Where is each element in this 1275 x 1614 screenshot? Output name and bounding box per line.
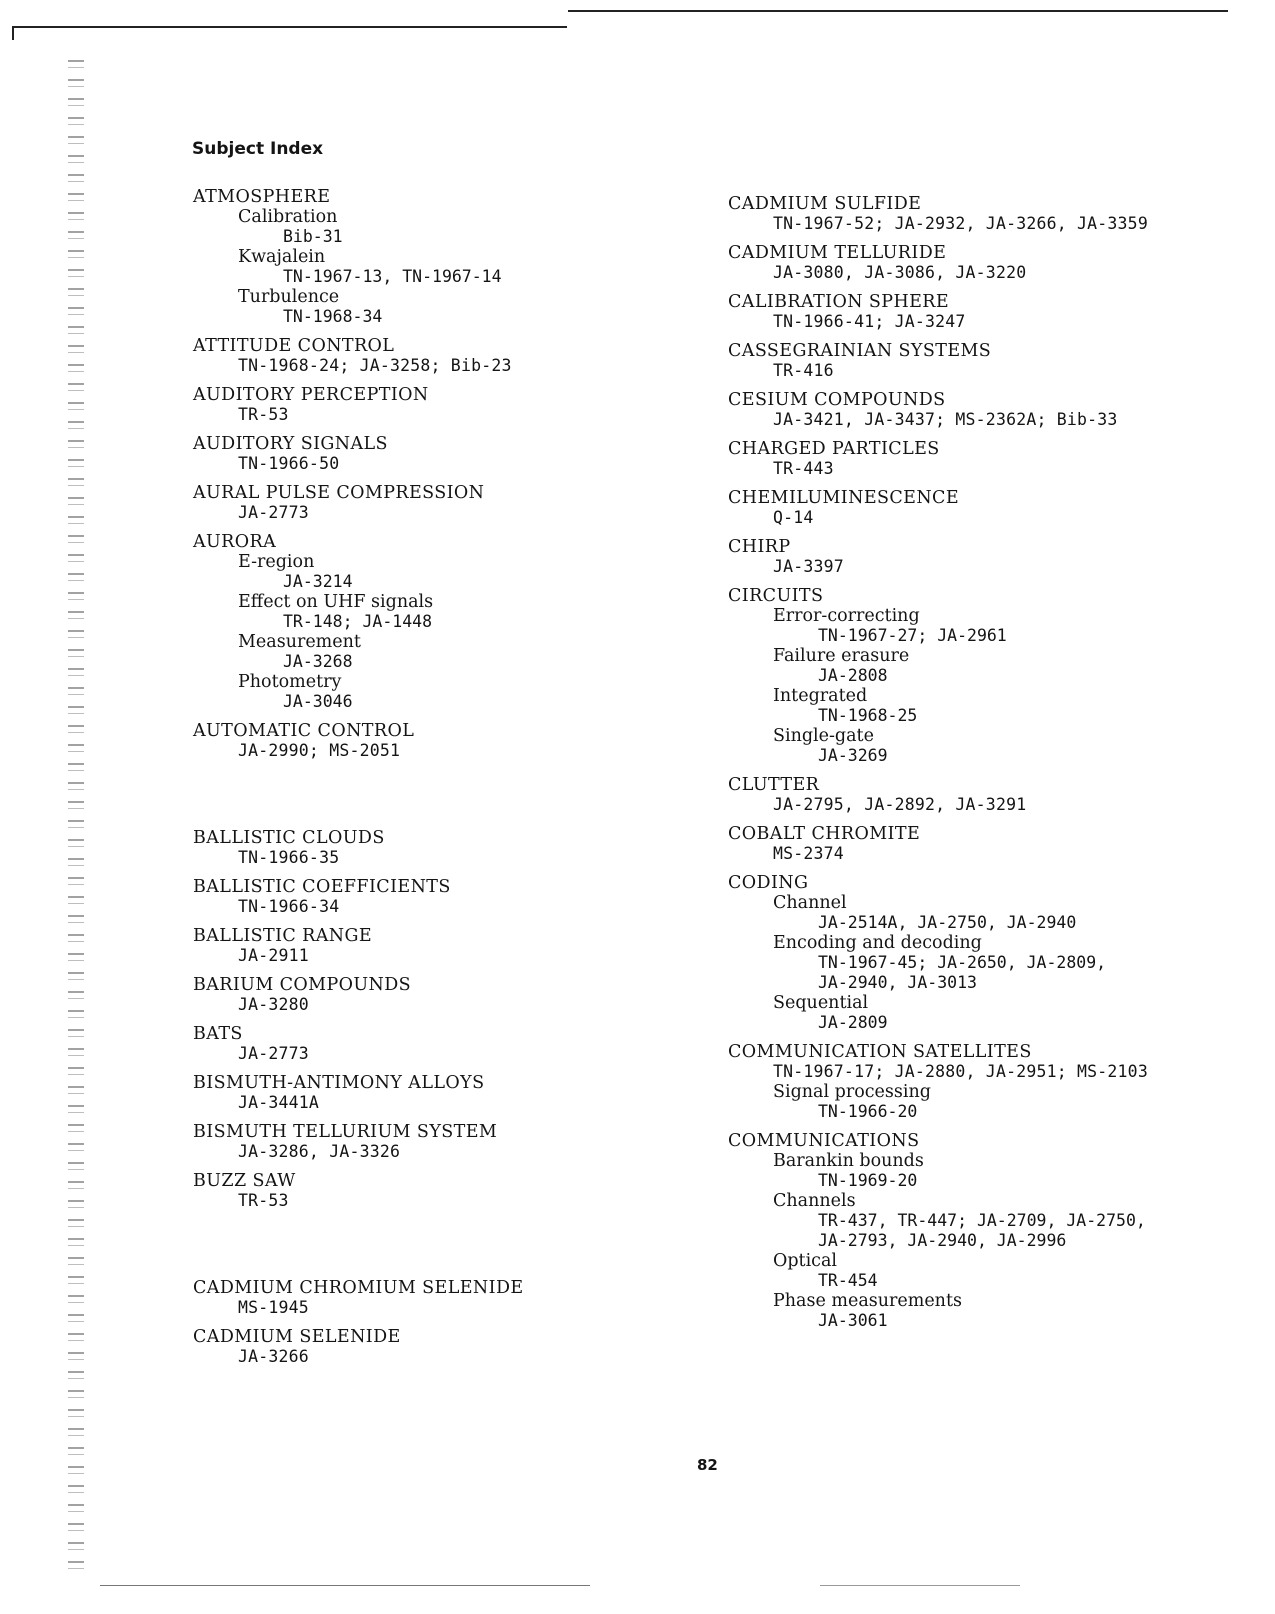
index-subrefs: JA-2940, JA-3013 [818,973,977,992]
index-entry [193,187,713,327]
index-subrefs: TN-1967-13, TN-1967-14 [283,267,502,286]
index-subrefs: JA-2809 [818,1013,888,1032]
index-entry [193,721,713,761]
index-heading: BALLISTIC CLOUDS [193,828,385,848]
index-subrefs: TN-1969-20 [818,1171,918,1190]
bottom-rule-left [100,1585,590,1586]
index-refs: JA-2773 [238,503,309,522]
index-subheading: Signal processing [773,1082,931,1102]
index-heading: BISMUTH TELLURIUM SYSTEM [193,1122,498,1142]
index-subheading: Turbulence [238,287,340,307]
index-heading: AUDITORY SIGNALS [193,434,388,454]
scan-edge-artifact [68,60,84,1580]
index-entry [193,975,713,1015]
index-heading: COBALT CHROMITE [728,824,921,844]
index-subrefs: TN-1967-45; JA-2650, JA-2809, [818,953,1107,972]
page-header: Subject Index [192,139,324,159]
index-heading: CALIBRATION SPHERE [728,292,950,312]
index-heading: ATTITUDE CONTROL [193,336,395,356]
index-entry [193,385,713,425]
top-rule-left [12,26,567,28]
index-refs: TN-1966-34 [238,897,340,916]
index-heading: CHIRP [728,537,791,557]
index-heading: CASSEGRAINIAN SYSTEMS [728,341,992,361]
page-number: 82 [697,1456,718,1474]
index-subrefs: TR-454 [818,1271,878,1290]
index-refs: MS-2374 [773,844,844,863]
index-entry [193,926,713,966]
section-gap [193,770,713,828]
index-subrefs: JA-3269 [818,746,888,765]
index-entry [193,1327,713,1367]
index-heading: AURORA [193,532,277,552]
index-heading: BALLISTIC RANGE [193,926,373,946]
index-heading: COMMUNICATION SATELLITES [728,1042,1032,1062]
index-refs: JA-2990; MS-2051 [238,741,401,760]
index-refs: TR-53 [238,1191,289,1210]
index-subheading: Integrated [773,686,868,706]
index-refs: TR-443 [773,459,834,478]
index-refs: JA-3266 [238,1347,309,1366]
index-entry [728,390,1248,430]
index-heading: CADMIUM CHROMIUM SELENIDE [193,1278,524,1298]
index-subheading: Effect on UHF signals [238,592,434,612]
index-refs: TN-1967-17; JA-2880, JA-2951; MS-2103 [773,1062,1148,1081]
index-subheading: Encoding and decoding [773,933,982,953]
index-subrefs: JA-3268 [283,652,353,671]
index-subheading: Kwajalein [238,247,326,267]
bottom-rule-right [820,1585,1020,1586]
index-subheading: Sequential [773,993,869,1013]
index-subheading: Channel [773,893,847,913]
top-rule-right [568,10,1228,12]
index-entry [728,488,1248,528]
index-entry [193,336,713,376]
index-subheading: Failure erasure [773,646,910,666]
index-refs: TN-1968-24; JA-3258; Bib-23 [238,356,512,375]
index-heading: CADMIUM SELENIDE [193,1327,401,1347]
index-heading: CLUTTER [728,775,820,795]
index-refs: JA-3286, JA-3326 [238,1142,401,1161]
index-heading: BARIUM COMPOUNDS [193,975,412,995]
index-heading: ATMOSPHERE [193,187,331,207]
index-entry [193,532,713,712]
index-entry [728,292,1248,332]
index-entry [728,824,1248,864]
index-heading: BALLISTIC COEFFICIENTS [193,877,451,897]
index-subrefs: JA-2808 [818,666,888,685]
index-subheading: Single-gate [773,726,874,746]
index-entry [728,537,1248,577]
index-entry [728,775,1248,815]
index-subheading: Optical [773,1251,838,1271]
index-subrefs: TR-437, TR-447; JA-2709, JA-2750, [818,1211,1146,1230]
index-entry [193,1278,713,1318]
index-subrefs: Bib-31 [283,227,343,246]
index-subrefs: JA-2793, JA-2940, JA-2996 [818,1231,1067,1250]
index-column-left [193,187,713,1376]
index-subheading: Barankin bounds [773,1151,924,1171]
index-entry [728,873,1248,1033]
index-subrefs: JA-2514A, JA-2750, JA-2940 [818,913,1077,932]
index-subheading: E-region [238,552,315,572]
index-entry [193,1073,713,1113]
index-heading: AUTOMATIC CONTROL [193,721,415,741]
index-subrefs: JA-3061 [818,1311,888,1330]
index-entry [193,877,713,917]
index-entry [728,1131,1248,1331]
index-entry [193,1122,713,1162]
index-subheading: Calibration [238,207,338,227]
index-subrefs: TN-1966-20 [818,1102,918,1121]
index-heading: CHEMILUMINESCENCE [728,488,960,508]
index-entry [193,828,713,868]
index-entry [728,194,1248,234]
index-refs: JA-2795, JA-2892, JA-3291 [773,795,1027,814]
index-refs: TN-1966-50 [238,454,340,473]
index-subrefs: TN-1968-34 [283,307,383,326]
index-refs: JA-2911 [238,946,309,965]
index-refs: JA-3441A [238,1093,320,1112]
index-subheading: Measurement [238,632,361,652]
index-entry [193,483,713,523]
index-heading: CADMIUM TELLURIDE [728,243,947,263]
index-entry [728,341,1248,381]
index-subheading: Phase measurements [773,1291,962,1311]
index-heading: CHARGED PARTICLES [728,439,940,459]
index-refs: JA-2773 [238,1044,309,1063]
index-heading: CODING [728,873,809,893]
index-subrefs: TN-1967-27; JA-2961 [818,626,1007,645]
index-heading: AURAL PULSE COMPRESSION [193,483,485,503]
index-entry [728,243,1248,283]
index-heading: CADMIUM SULFIDE [728,194,922,214]
corner-rule [12,26,14,40]
index-refs: TN-1966-41; JA-3247 [773,312,966,331]
index-entry [728,1042,1248,1122]
index-subrefs: JA-3046 [283,692,353,711]
index-entry [728,586,1248,766]
index-entry [193,434,713,474]
index-refs: TN-1967-52; JA-2932, JA-3266, JA-3359 [773,214,1148,233]
index-heading: COMMUNICATIONS [728,1131,920,1151]
index-refs: JA-3080, JA-3086, JA-3220 [773,263,1027,282]
index-heading: BATS [193,1024,243,1044]
index-refs: TR-416 [773,361,834,380]
index-refs: JA-3421, JA-3437; MS-2362A; Bib-33 [773,410,1118,429]
index-subrefs: TN-1968-25 [818,706,918,725]
index-refs: TR-53 [238,405,289,424]
index-entry [193,1171,713,1211]
index-refs: MS-1945 [238,1298,309,1317]
section-gap [193,1220,713,1278]
index-subrefs: JA-3214 [283,572,353,591]
index-heading: CESIUM COMPOUNDS [728,390,946,410]
index-refs: JA-3280 [238,995,309,1014]
index-subrefs: TR-148; JA-1448 [283,612,433,631]
index-heading: CIRCUITS [728,586,824,606]
index-heading: BISMUTH-ANTIMONY ALLOYS [193,1073,485,1093]
index-heading: AUDITORY PERCEPTION [193,385,429,405]
index-column-right [728,194,1248,1340]
index-entry [193,1024,713,1064]
index-subheading: Channels [773,1191,856,1211]
index-heading: BUZZ SAW [193,1171,296,1191]
index-refs: JA-3397 [773,557,844,576]
index-subheading: Photometry [238,672,342,692]
index-subheading: Error-correcting [773,606,920,626]
index-entry [728,439,1248,479]
index-refs: Q-14 [773,508,814,527]
index-refs: TN-1966-35 [238,848,340,867]
